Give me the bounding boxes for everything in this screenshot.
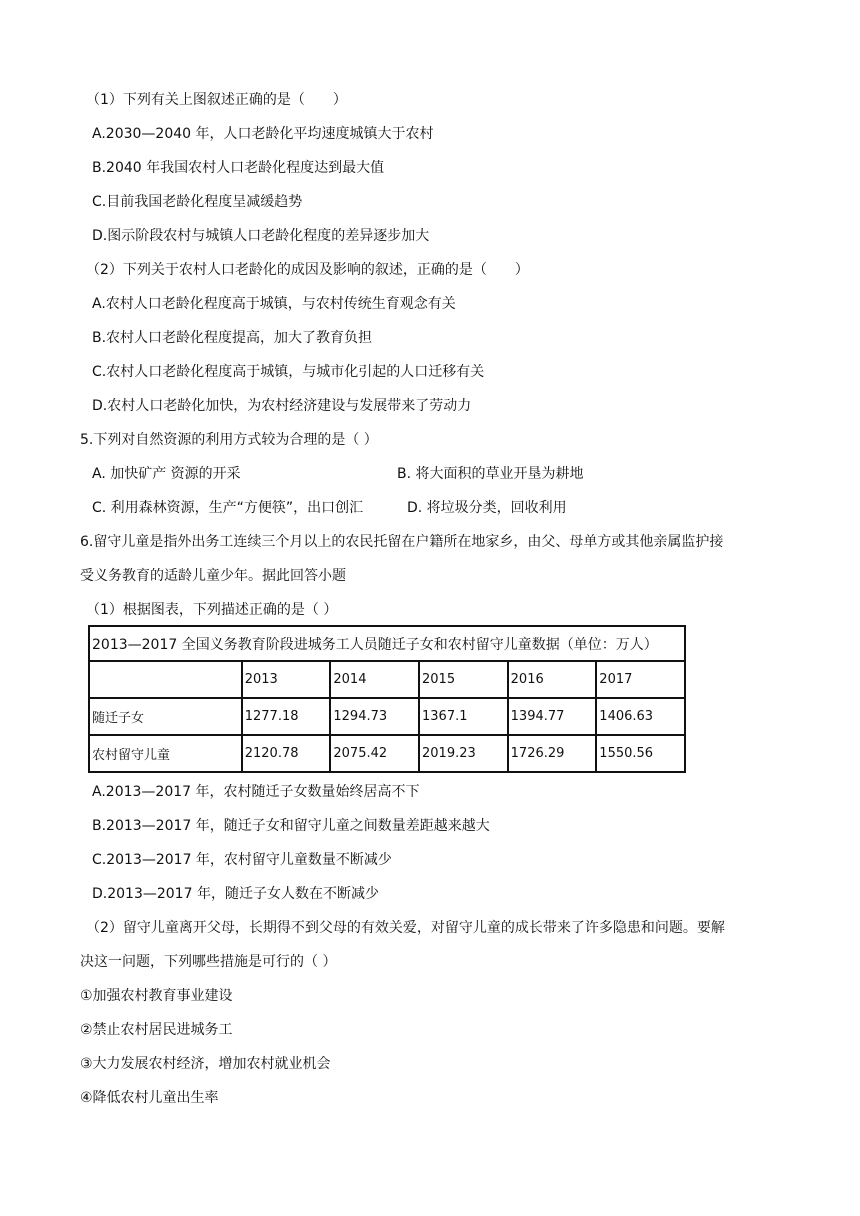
option-c: C.农村人口老龄化程度高于城镇，与城市化引起的人口迁移有关 — [92, 364, 485, 380]
option-a: A.2030—2040 年，人口老龄化平均速度城镇大于农村 — [92, 126, 434, 142]
question-6-2-stem: （2）留守儿童离开父母，长期得不到父母的有效关爱，对留守儿童的成长带来了许多隐患和问题。要解 — [86, 920, 725, 936]
option-a: A.2013—2017 年，农村随迁子女数量始终居高不下 — [92, 784, 420, 800]
table-caption: 2013—2017 全国义务教育阶段进城务工人员随迁子女和农村留守儿童数据（单位：万人） — [89, 626, 685, 661]
option-c: C.目前我国老龄化程度呈减缓趋势 — [92, 194, 303, 210]
option-a: A. 加快矿产 资源的开采 — [92, 466, 241, 482]
question-6-stem: 6.留守儿童是指外出务工连续三个月以上的农民托留在户籍所在地家乡，由父、母单方或其他亲属监护接 — [80, 534, 724, 550]
question-6-2-stem-cont: 决这一问题，下列哪些措施是可行的（ ） — [80, 954, 337, 970]
table-header-cell: 2015 — [419, 661, 508, 698]
table-cell: 农村留守儿童 — [89, 735, 242, 772]
measure-item: ②禁止农村居民进城务工 — [80, 1022, 233, 1038]
table-cell: 1294.73 — [330, 698, 419, 735]
table-cell: 1367.1 — [419, 698, 508, 735]
table-cell: 2019.23 — [419, 735, 508, 772]
measure-item: ③大力发展农村经济，增加农村就业机会 — [80, 1056, 331, 1072]
question-6-1-stem: （1）根据图表，下列描述正确的是（ ） — [86, 602, 338, 618]
measure-item: ④降低农村儿童出生率 — [80, 1090, 219, 1106]
table-header-cell: 2013 — [242, 661, 331, 698]
option-d: D.2013—2017 年，随迁子女人数在不断减少 — [92, 886, 379, 902]
data-table — [88, 625, 686, 773]
table-cell: 2075.42 — [330, 735, 419, 772]
measure-item: ①加强农村教育事业建设 — [80, 988, 233, 1004]
question-2-stem: （2）下列关于农村人口老龄化的成因及影响的叙述，正确的是（ ） — [86, 262, 529, 278]
table-header-cell — [89, 661, 242, 698]
table-cell: 1726.29 — [508, 735, 597, 772]
table-cell: 1394.77 — [508, 698, 597, 735]
table-header-cell: 2016 — [508, 661, 597, 698]
option-b: B. 将大面积的草业开垦为耕地 — [397, 466, 584, 482]
question-5-stem: 5.下列对自然资源的利用方式较为合理的是（ ） — [80, 432, 378, 448]
table-header-cell: 2017 — [596, 661, 685, 698]
option-b: B.2013—2017 年，随迁子女和留守儿童之间数量差距越来越大 — [92, 818, 490, 834]
table-cell: 随迁子女 — [89, 698, 242, 735]
table-row — [89, 735, 685, 772]
table-cell: 1550.56 — [596, 735, 685, 772]
option-c: C. 利用森林资源，生产“方便筷”，出口创汇 — [92, 500, 364, 516]
table-header-cell: 2014 — [330, 661, 419, 698]
option-a: A.农村人口老龄化程度高于城镇，与农村传统生育观念有关 — [92, 296, 456, 312]
table-cell: 1277.18 — [242, 698, 331, 735]
table-cell: 2120.78 — [242, 735, 331, 772]
option-d: D.图示阶段农村与城镇人口老龄化程度的差异逐步加大 — [92, 228, 430, 244]
question-1-stem: （1）下列有关上图叙述正确的是（ ） — [86, 92, 347, 108]
option-b: B.农村人口老龄化程度提高，加大了教育负担 — [92, 330, 373, 346]
option-c: C.2013—2017 年，农村留守儿童数量不断减少 — [92, 852, 392, 868]
option-b: B.2040 年我国农村人口老龄化程度达到最大值 — [92, 160, 385, 176]
option-d: D. 将垃圾分类，回收利用 — [407, 500, 567, 516]
option-d: D.农村人口老龄化加快，为农村经济建设与发展带来了劳动力 — [92, 398, 472, 414]
table-header-row — [89, 661, 685, 698]
table-cell: 1406.63 — [596, 698, 685, 735]
question-6-stem-cont: 受义务教育的适龄儿童少年。据此回答小题 — [80, 568, 346, 584]
table-row — [89, 698, 685, 735]
